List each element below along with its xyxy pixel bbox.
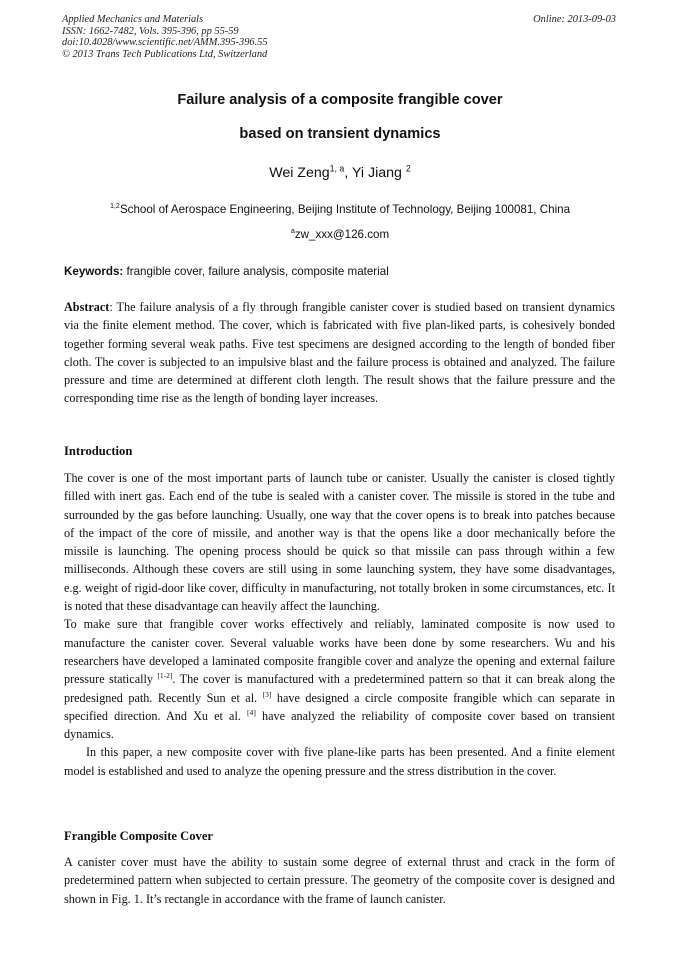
frangible-body xyxy=(64,853,615,908)
intro-p2-text-c: have designed a circle composite frangible which can separate in specified direction. And Xu et al. xyxy=(64,690,615,723)
keywords-label: Keywords: xyxy=(64,265,124,278)
author-line xyxy=(62,165,618,181)
section-heading-introduction: Introduction xyxy=(64,444,133,458)
paper-title-line-1: Failure analysis of a composite frangible cover xyxy=(177,92,503,108)
affiliation-mark: 1,2 xyxy=(109,201,120,211)
copyright-line: © 2013 Trans Tech Publications Ltd, Switzerland xyxy=(62,48,268,60)
introduction-paragraph-3: In this paper, a new composite cover with five plane-like parts has been presented. And a finite element model is established and used to analyze the opening pressure and the stress distribution in the cover. xyxy=(64,745,615,778)
abstract xyxy=(64,298,615,408)
citation-3: [3] xyxy=(262,689,272,699)
online-date: Online: 2013-09-03 xyxy=(533,14,616,25)
author-1-affiliation-mark: 1, a xyxy=(329,163,345,174)
citation-4: [4] xyxy=(247,707,256,717)
author-2-name: Yi Jiang xyxy=(351,165,402,181)
introduction-body xyxy=(64,469,615,780)
abstract-text: : The failure analysis of a fly through frangible canister cover is studied based on transient dynamics via the finite element method. The cover, which is fabricated with five plan-liked parts, is cohesively bonded together forming several weak paths. Five test specimens are designed according to the length of bonded fiber cloth. The cover is subjected to an impulsive blast and the failure process is obtained and analyzed. The failure pressure and time are determined at different cloth length. The result shows that the failure pressure and the corresponding time rise as the length of bonding layer increases. xyxy=(64,300,615,406)
intro-p2-text-a: To make sure that frangible cover works effectively and reliably, laminated composite is now used to manufacture the canister cover. Several valuable works have been done by some researchers. Wu and his researchers have developed a laminated composite frangible cover and analyze the opening and external failure pressure statically xyxy=(64,617,615,687)
section-heading-frangible-composite-cover: Frangible Composite Cover xyxy=(64,829,214,843)
author-2-affiliation-mark: 2 xyxy=(405,163,411,174)
introduction-paragraph-1: The cover is one of the most important parts of launch tube or canister. Usually the canister is closed tightly filled with inert gas. Each end of the tube is sealed with a canister cover. The missile is stored in the tube and surrounded by the gas before launching. Usually, one way that the cover opens is to break into patches because of the impact of the core of missile, and another way is that the opens like a door mechanically before the missile is launching. The opening process should be quick so that missile can pass through within a few milliseconds. Although these covers are still using in some launching system, they have some disadvantages, e.g. weight of rigid-door like cover, difficulty in manufacturing, not totally broken in some circumstances, etc. It is noted that these disadvantage can heavily affect the launching. xyxy=(64,471,615,614)
author-separator: , xyxy=(344,165,352,181)
keywords xyxy=(64,265,616,278)
doi-line: doi:10.4028/www.scientific.net/AMM.395-396.55 xyxy=(62,37,268,49)
abstract-label: Abstract xyxy=(64,300,110,314)
affiliation xyxy=(62,203,618,216)
author-email xyxy=(62,228,618,241)
email-mark: a xyxy=(290,226,295,236)
keywords-text: frangible cover, failure analysis, composite material xyxy=(123,265,389,278)
journal-name: Applied Mechanics and Materials xyxy=(62,14,204,25)
email-address: zw_xxx@126.com xyxy=(294,228,390,241)
issn-line: ISSN: 1662-7482, Vols. 395-396, pp 55-59 xyxy=(62,25,239,37)
paper-title-line-2: based on transient dynamics xyxy=(239,126,441,142)
journal-header xyxy=(62,14,618,60)
intro-p2-text-b: . The cover is manufactured with a predetermined pattern so that it can break along the predesigned path. Recently Sun et al. xyxy=(64,672,615,705)
affiliation-text: School of Aerospace Engineering, Beijing Institute of Technology, Beijing 100081, China xyxy=(119,203,571,216)
frangible-paragraph-1: A canister cover must have the ability to sustain some degree of external thrust and crack in the form of predetermined pattern when subjected to certain pressure. The geometry of the composite cover is designed and shown in Fig. 1. It’s rectangle in accordance with the frame of launch canister. xyxy=(64,855,615,906)
intro-p2-text-d: have analyzed the reliability of composite cover based on transient dynamics. xyxy=(64,708,616,742)
citation-1-2: [1-2] xyxy=(157,671,173,681)
introduction-paragraph-2 xyxy=(64,615,615,743)
author-1-name: Wei Zeng xyxy=(269,165,330,181)
